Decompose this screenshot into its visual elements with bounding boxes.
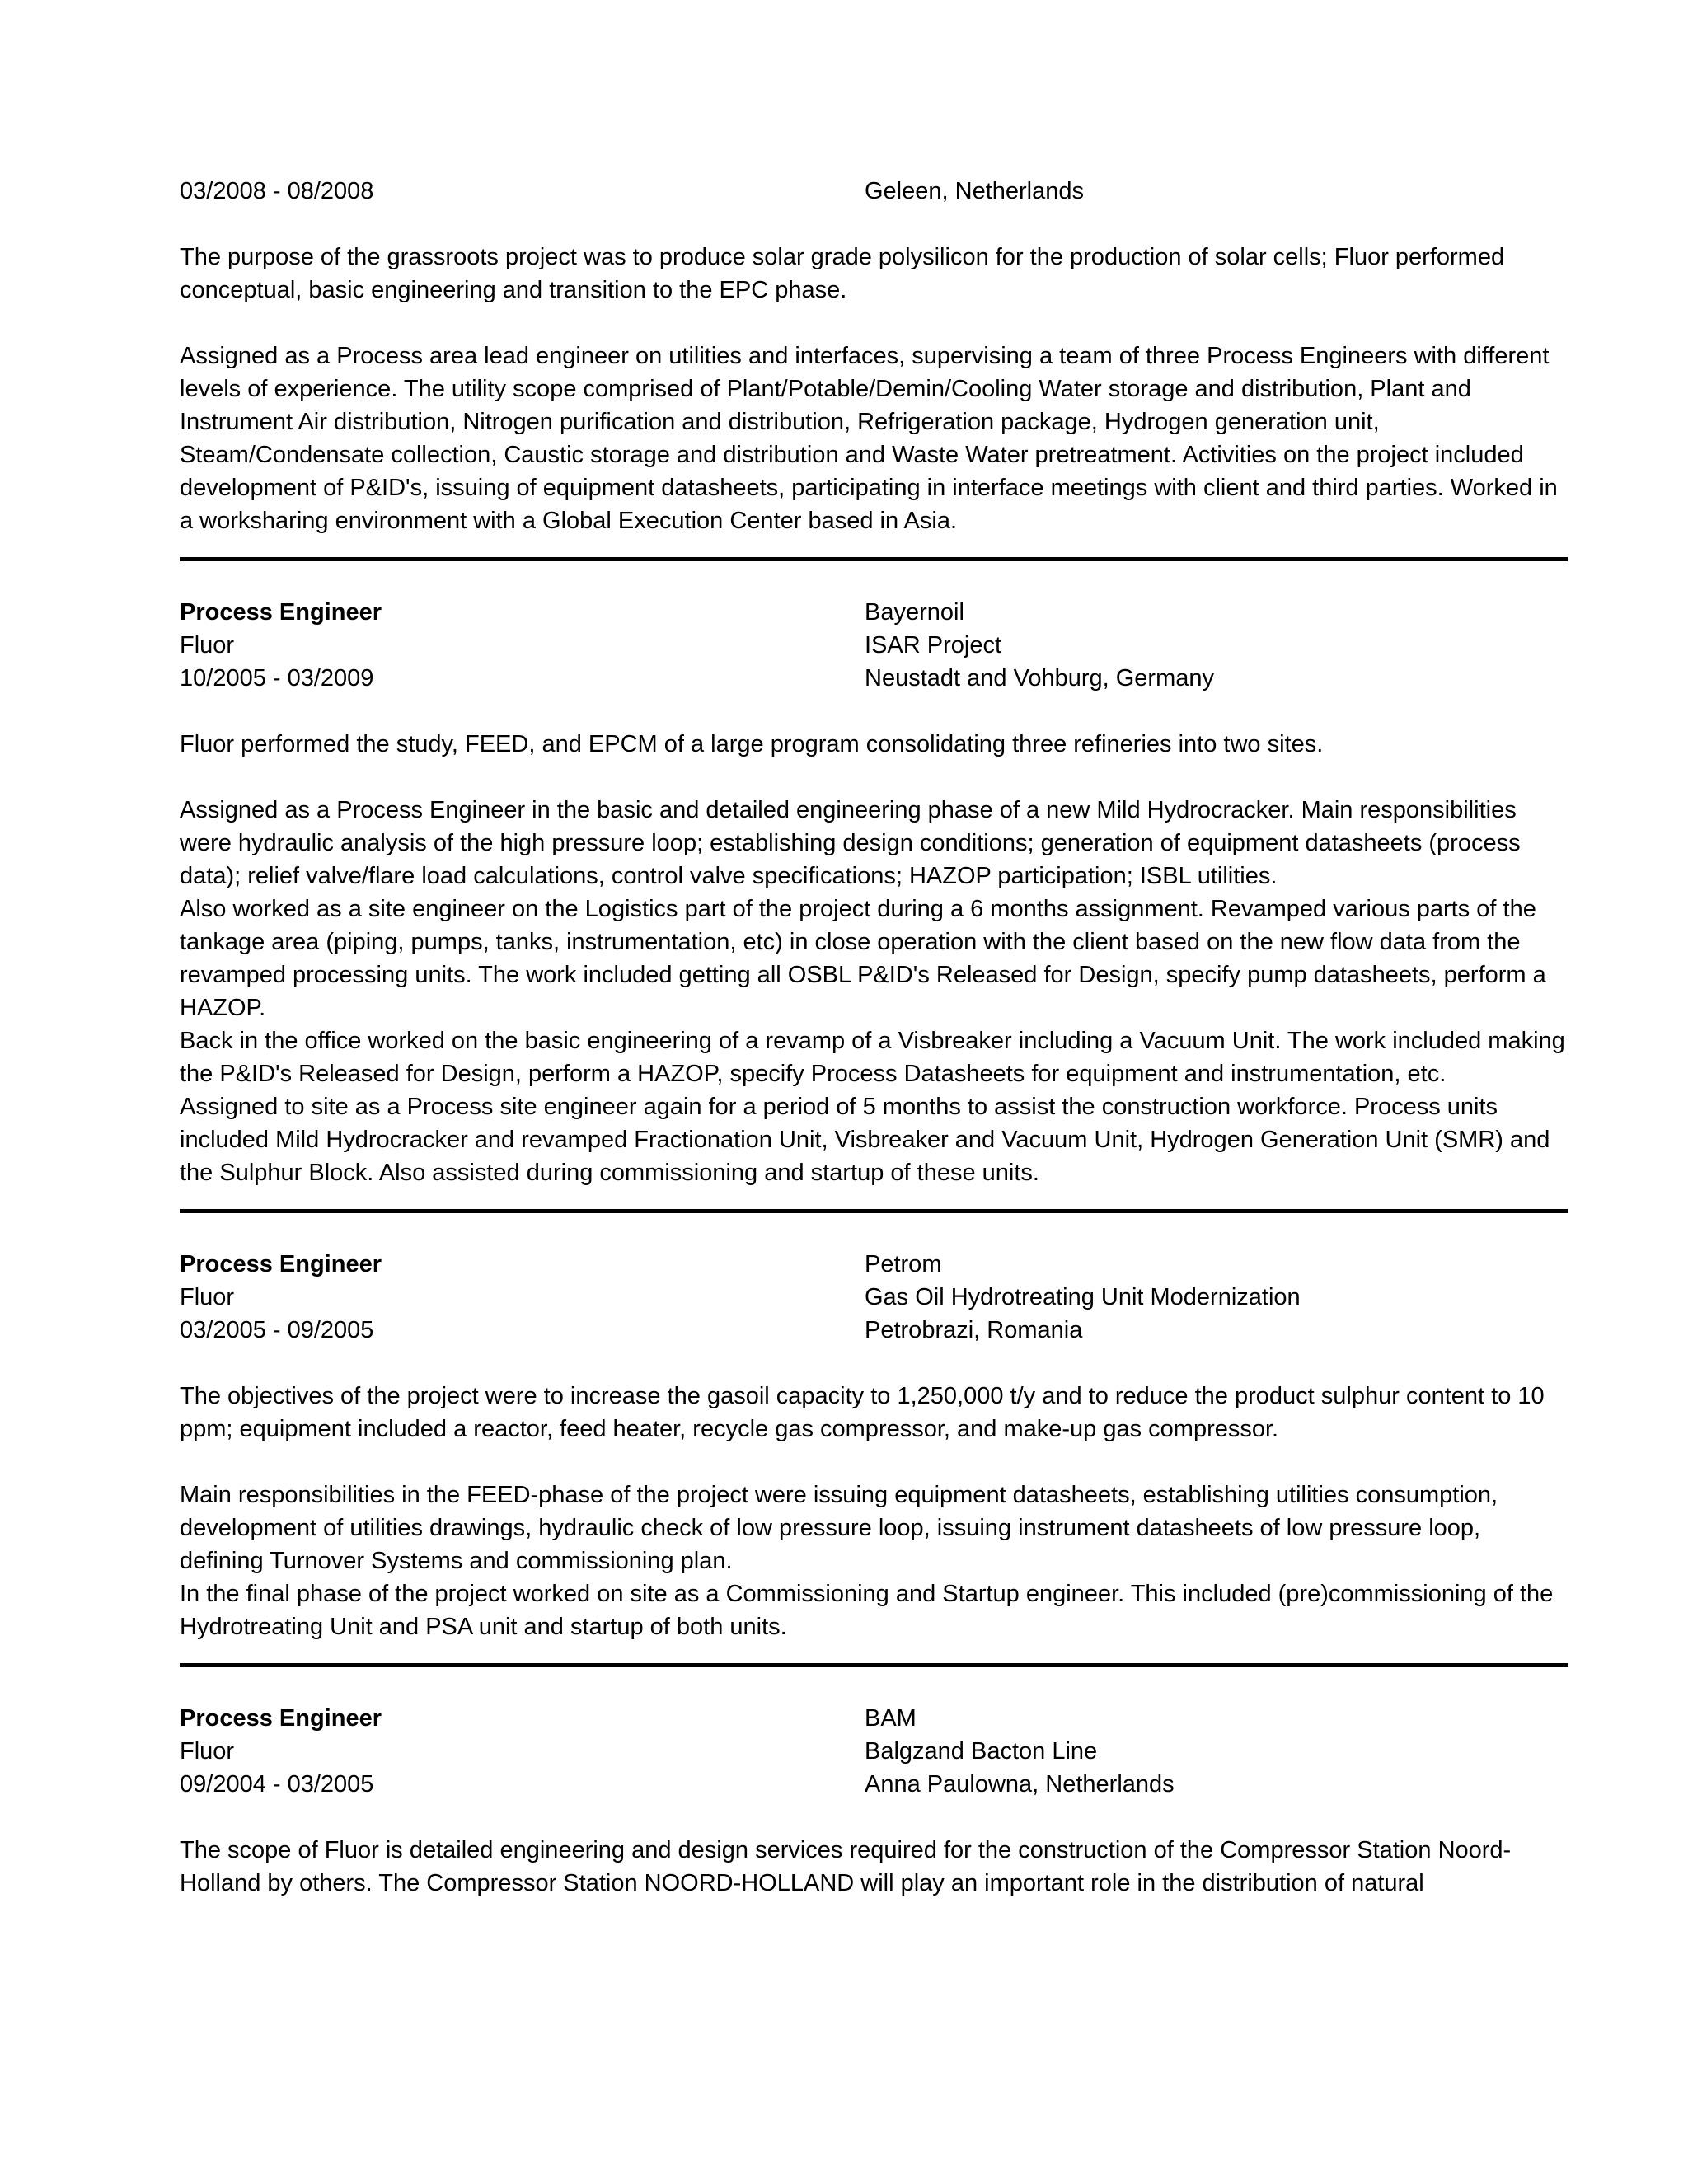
- entry-paragraph: Back in the office worked on the basic engineering of a revamp of a Visbreaker including a Vacuum Unit. The work included making the P&ID's Released for Design, perform a HAZOP, specify Process Datasheets for equipment and instrumentation, etc.: [180, 1028, 1565, 1087]
- spacer: [180, 1446, 1568, 1479]
- experience-entry: [180, 175, 1568, 537]
- entry-location: Neustadt and Vohburg, Germany: [865, 665, 1214, 691]
- entry-paragraph: Assigned as a Process Engineer in the basic and detailed engineering phase of a new Mild Hydrocracker. Main responsibilities were hydraulic analysis of the high pressure loop; establishing design conditions; generation of equipment datasheets (process data); relief valve/flare load calculations, control valve specifications; HAZOP participation; ISBL utilities.: [180, 797, 1521, 889]
- entry-header: [180, 1248, 1568, 1347]
- entry-header: [180, 1702, 1568, 1801]
- entry-title: Process Engineer: [180, 599, 382, 626]
- entry-dates: 10/2005 - 03/2009: [180, 665, 374, 691]
- entry-paragraph: Assigned to site as a Process site engineer again for a period of 5 months to assist the construction workforce. Process units included Mild Hydrocracker and revamped Fractionation Unit, Visbreaker and Vacuum Unit, Hydrogen Generation Unit (SMR) and the Sulphur Block. Also assisted during commissioning and startup of these units.: [180, 1094, 1550, 1186]
- entry-header: [180, 596, 1568, 695]
- entry-paragraph: Assigned as a Process area lead engineer on utilities and interfaces, supervising a team of three Process Engineers with different levels of experience. The utility scope comprised of Plant/Potable/Demin/Cooling Water storage and distribution, Plant and Instrument Air distribution, Nitrogen purification and distribution, Refrigeration package, Hydrogen generation unit, Steam/Condensate collection, Caustic storage and distribution and Waste Water pretreatment. Activities on the project included development of P&ID's, issuing of equipment datasheets, participating in interface meetings with client and third parties. Worked in a worksharing environment with a Global Execution Center based in Asia.: [180, 343, 1558, 534]
- spacer: [180, 208, 1568, 241]
- entry-client: BAM: [865, 1705, 917, 1732]
- entry-project: Gas Oil Hydrotreating Unit Modernization: [865, 1284, 1301, 1310]
- entry-title: Process Engineer: [180, 1251, 382, 1277]
- section-divider: [180, 557, 1568, 561]
- experience-entry: [180, 1702, 1568, 1900]
- entry-left-column: [180, 596, 865, 695]
- entry-paragraph: Also worked as a site engineer on the Logistics part of the project during a 6 months assignment. Revamped various parts of the tankage area (piping, pumps, tanks, instrumentation, etc) in close operation with the client based on the new flow data from the revamped processing units. The work included getting all OSBL P&ID's Released for Design, specify pump datasheets, perform a HAZOP.: [180, 896, 1546, 1021]
- entry-paragraph: Fluor performed the study, FEED, and EPCM of a large program consolidating three refineries into two sites.: [180, 731, 1324, 757]
- section-divider: [180, 1663, 1568, 1667]
- entry-paragraph: The scope of Fluor is detailed engineering and design services required for the construction of the Compressor Station Noord-Holland by others. The Compressor Station NOORD-HOLLAND will play an important role in the distribution of natural: [180, 1837, 1512, 1896]
- entry-company: Fluor: [180, 1738, 235, 1765]
- entry-client: Bayernoil: [865, 599, 964, 626]
- entry-paragraph: The purpose of the grassroots project was to produce solar grade polysilicon for the production of solar cells; Fluor performed conceptual, basic engineering and transition to the EPC phase.: [180, 244, 1505, 303]
- experience-entry: [180, 596, 1568, 1189]
- spacer: [180, 761, 1568, 794]
- entry-company: Fluor: [180, 1284, 235, 1310]
- entry-paragraph: The objectives of the project were to increase the gasoil capacity to 1,250,000 t/y and to reduce the product sulphur content to 10 ppm; equipment included a reactor, feed heater, recycle gas compressor, and make-up gas compressor.: [180, 1383, 1545, 1442]
- entry-location: Anna Paulowna, Netherlands: [865, 1771, 1175, 1797]
- entry-right-column: [865, 1702, 1568, 1801]
- entry-header: [180, 175, 1568, 208]
- entry-dates: 03/2005 - 09/2005: [180, 1317, 374, 1343]
- entry-location: Geleen, Netherlands: [865, 178, 1084, 204]
- spacer: [180, 695, 1568, 728]
- entry-right-column: [865, 1248, 1568, 1347]
- entry-right-column: [865, 175, 1568, 208]
- section-divider: [180, 1209, 1568, 1213]
- entry-project: ISAR Project: [865, 632, 1001, 658]
- spacer: [180, 307, 1568, 340]
- entry-client: Petrom: [865, 1251, 942, 1277]
- entry-company: Fluor: [180, 632, 235, 658]
- resume-page: [180, 175, 1568, 1900]
- spacer: [180, 1347, 1568, 1380]
- entry-right-column: [865, 596, 1568, 695]
- entry-left-column: [180, 1248, 865, 1347]
- entry-left-column: [180, 175, 865, 208]
- entry-dates: 09/2004 - 03/2005: [180, 1771, 374, 1797]
- spacer: [180, 1801, 1568, 1834]
- experience-entry: [180, 1248, 1568, 1643]
- entry-project: Balgzand Bacton Line: [865, 1738, 1098, 1765]
- entry-dates: 03/2008 - 08/2008: [180, 178, 374, 204]
- entry-paragraph: In the final phase of the project worked on site as a Commissioning and Startup engineer. This included (pre)commissioning of the Hydrotreating Unit and PSA unit and startup of both units.: [180, 1581, 1554, 1640]
- entry-title: Process Engineer: [180, 1705, 382, 1732]
- entry-left-column: [180, 1702, 865, 1801]
- entry-paragraph: Main responsibilities in the FEED-phase of the project were issuing equipment datasheets, establishing utilities consumption, development of utilities drawings, hydraulic check of low pressure loop, issuing instrument datasheets of low pressure loop, defining Turnover Systems and commissioning plan.: [180, 1482, 1498, 1574]
- entry-location: Petrobrazi, Romania: [865, 1317, 1083, 1343]
